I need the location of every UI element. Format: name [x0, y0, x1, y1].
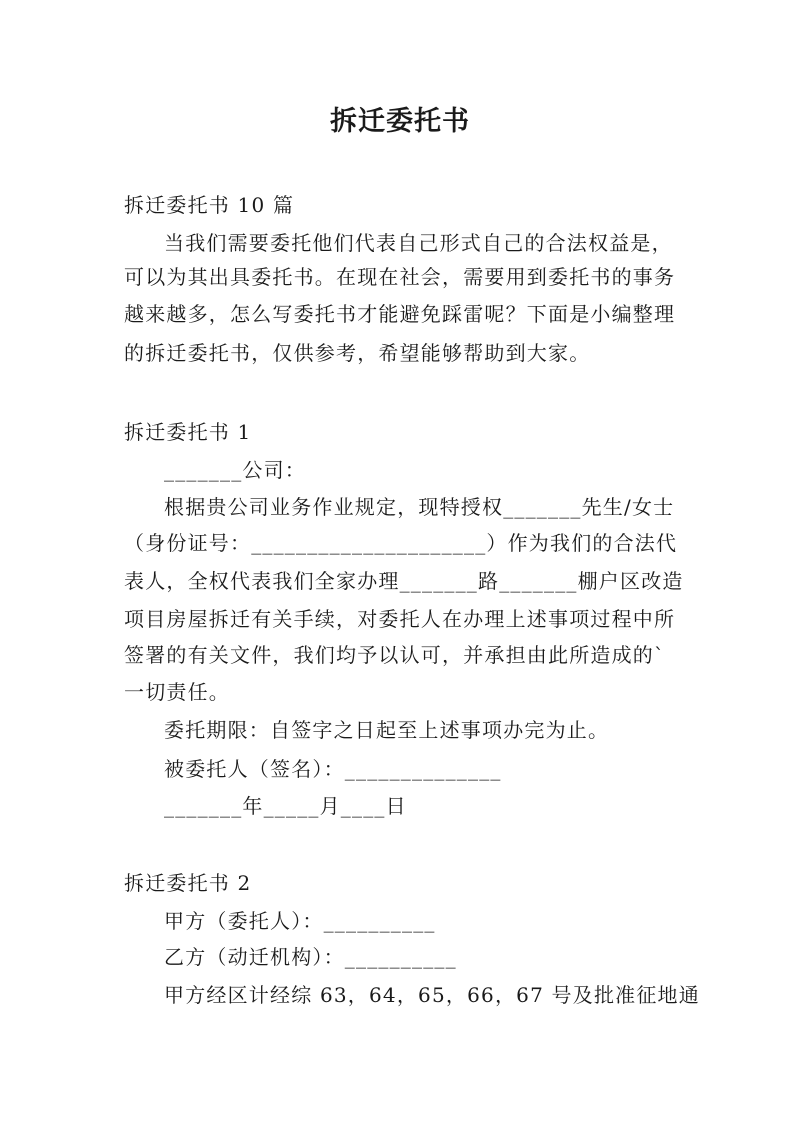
section1-line: 一切责任。 — [124, 680, 230, 704]
section2-line: 甲方经区计经综 63，64，65，66，67 号及批准征地通 — [164, 983, 700, 1007]
section1-line: 委托期限：自签字之日起至上述事项办完为止。 — [164, 718, 610, 742]
section2-line: 甲方（委托人）：__________ — [164, 909, 436, 933]
section1-line: _______年_____月____日 — [164, 794, 407, 818]
section1-line: 签署的有关文件，我们均予以认可，并承担由此所造成的` — [124, 643, 666, 667]
section1-line: 被委托人（签名）：______________ — [164, 757, 502, 781]
intro-line: 可以为其出具委托书。在现在社会，需要用到委托书的事务 — [124, 265, 676, 289]
intro-line: 越来越多，怎么写委托书才能避免踩雷呢？下面是小编整理 — [124, 302, 676, 326]
section2-line: 乙方（动迁机构）：__________ — [164, 945, 457, 969]
section1-heading: 拆迁委托书 1 — [124, 420, 252, 444]
section2-heading: 拆迁委托书 2 — [124, 871, 252, 895]
section1-line: 项目房屋拆迁有关手续，对委托人在办理上述事项过程中所 — [124, 607, 676, 631]
document-title: 拆迁委托书 — [330, 106, 470, 137]
intro-line: 的拆迁委托书，仅供参考，希望能够帮助到大家。 — [124, 341, 591, 365]
section1-line: _______公司： — [164, 458, 306, 482]
intro-heading: 拆迁委托书 10 篇 — [124, 193, 295, 217]
section1-line: 表人，全权代表我们全家办理_______路_______棚户区改造 — [124, 569, 684, 593]
section1-line: （身份证号：_____________________）作为我们的合法代 — [124, 531, 678, 555]
section1-line: 根据贵公司业务作业规定，现特授权_______先生/女士 — [164, 495, 675, 519]
intro-line: 当我们需要委托他们代表自己形式自己的合法权益是， — [164, 231, 673, 255]
